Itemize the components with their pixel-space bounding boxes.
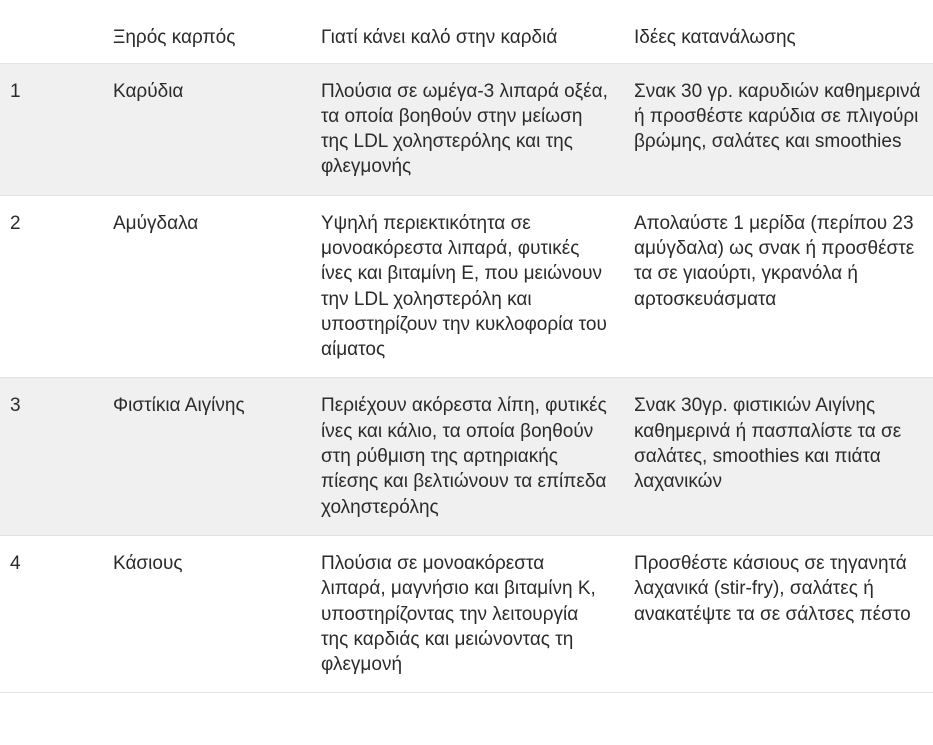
table-row [0,378,933,535]
table-body [0,63,933,693]
header-number [0,0,113,63]
header-ideas: Ιδέες κατανάλωσης [634,0,933,63]
row-ideas: Σνακ 30γρ. φιστικιών Αιγίνης καθημερινά ή πασπαλίστε τα σε σαλάτες, smoothies και πιάτα λαχανικών [634,378,933,535]
row-ideas: Απολαύστε 1 μερίδα (περίπου 23 αμύγδαλα) ως σνακ ή προσθέστε τα σε γιαούρτι, γκρανόλα ή αρτοσκευάσματα [634,195,933,378]
table-header [0,0,933,63]
row-why: Περιέχουν ακόρεστα λίπη, φυτικές ίνες και κάλιο, τα οποία βοηθούν στη ρύθμιση της αρτηριακής πίεσης και βελτιώνουν τα επίπεδα χοληστερόλης [321,378,634,535]
row-nut: Καρύδια [113,63,321,195]
row-why: Πλούσια σε ωμέγα-3 λιπαρά οξέα, τα οποία βοηθούν στην μείωση της LDL χοληστερόλης και της φλεγμονής [321,63,634,195]
header-why: Γιατί κάνει καλό στην καρδιά [321,0,634,63]
row-number: 4 [0,535,113,692]
row-ideas: Σνακ 30 γρ. καρυδιών καθημερινά ή προσθέστε καρύδια σε πλιγούρι βρώμης, σαλάτες και smoothies [634,63,933,195]
row-number: 3 [0,378,113,535]
row-number: 1 [0,63,113,195]
header-row [0,0,933,63]
row-why: Υψηλή περιεκτικότητα σε μονοακόρεστα λιπαρά, φυτικές ίνες και βιταμίνη Ε, που μειώνουν την LDL χοληστερόλη και υποστηρίζουν την κυκλοφορία του αίματος [321,195,634,378]
table-row [0,535,933,692]
row-number: 2 [0,195,113,378]
row-ideas: Προσθέστε κάσιους σε τηγανητά λαχανικά (stir-fry), σαλάτες ή ανακατέψτε τα σε σάλτσες πέστο [634,535,933,692]
row-why: Πλούσια σε μονοακόρεστα λιπαρά, μαγνήσιο και βιταμίνη Κ, υποστηρίζοντας την λειτουργία της καρδιάς και μειώνοντας τη φλεγμονή [321,535,634,692]
table-row [0,195,933,378]
header-nut: Ξηρός καρπός [113,0,321,63]
row-nut: Κάσιους [113,535,321,692]
row-nut: Αμύγδαλα [113,195,321,378]
row-nut: Φιστίκια Αιγίνης [113,378,321,535]
table-row [0,63,933,195]
